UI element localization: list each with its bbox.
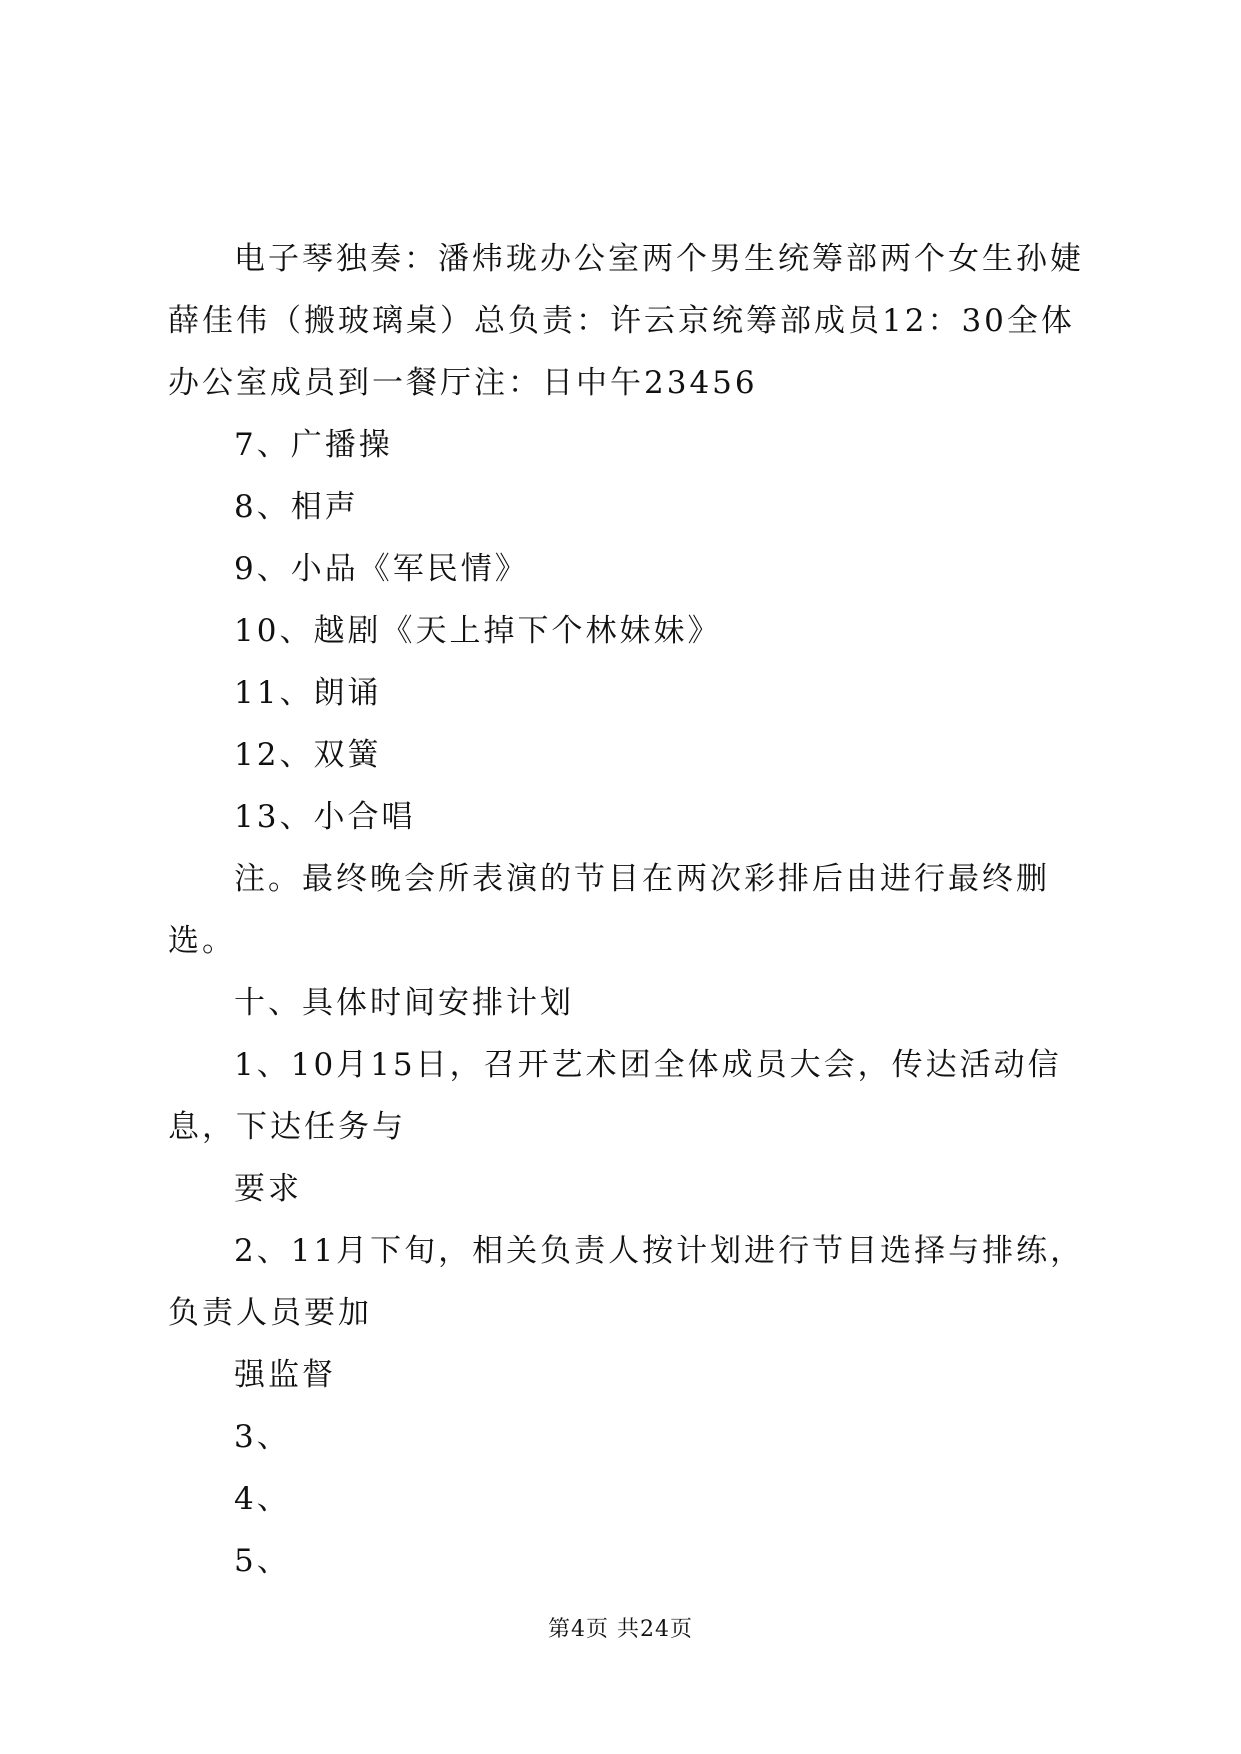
list-item: 10、越剧《天上掉下个林妹妹》 [234,613,722,649]
list-item: 13、小合唱 [234,799,416,835]
schedule-item: 3、 [234,1419,291,1455]
section-heading: 十、具体时间安排计划 [234,985,574,1021]
note-paragraph: 注。最终晚会所表演的节目在两次彩排后由进行最终删选。 [168,861,1050,959]
schedule-item: 5、 [234,1543,291,1579]
page-footer [0,1612,1241,1643]
paragraph: 电子琴独奏：潘炜珑办公室两个男生统筹部两个女生孙婕薛佳伟（搬玻璃桌）总负责：许云京统筹部成员12：30全体办公室成员到一餐厅注：日中午23456 [168,241,1084,401]
document-body [168,228,1088,1592]
list-item: 7、广播操 [234,427,393,463]
schedule-item: 1、10月15日，召开艺术团全体成员大会，传达活动信息，下达任务与 [168,1047,1062,1145]
schedule-continuation: 要求 [234,1171,302,1207]
page-number: 第4页 共24页 [548,1617,693,1642]
schedule-item: 4、 [234,1481,291,1517]
list-item: 11、朗诵 [234,675,382,711]
schedule-item: 2、11月下旬，相关负责人按计划进行节目选择与排练，负责人员要加 [168,1233,1085,1331]
list-item: 12、双簧 [234,737,382,773]
list-item: 8、相声 [234,489,359,525]
schedule-continuation: 强监督 [234,1357,336,1393]
list-item: 9、小品《军民情》 [234,551,529,587]
